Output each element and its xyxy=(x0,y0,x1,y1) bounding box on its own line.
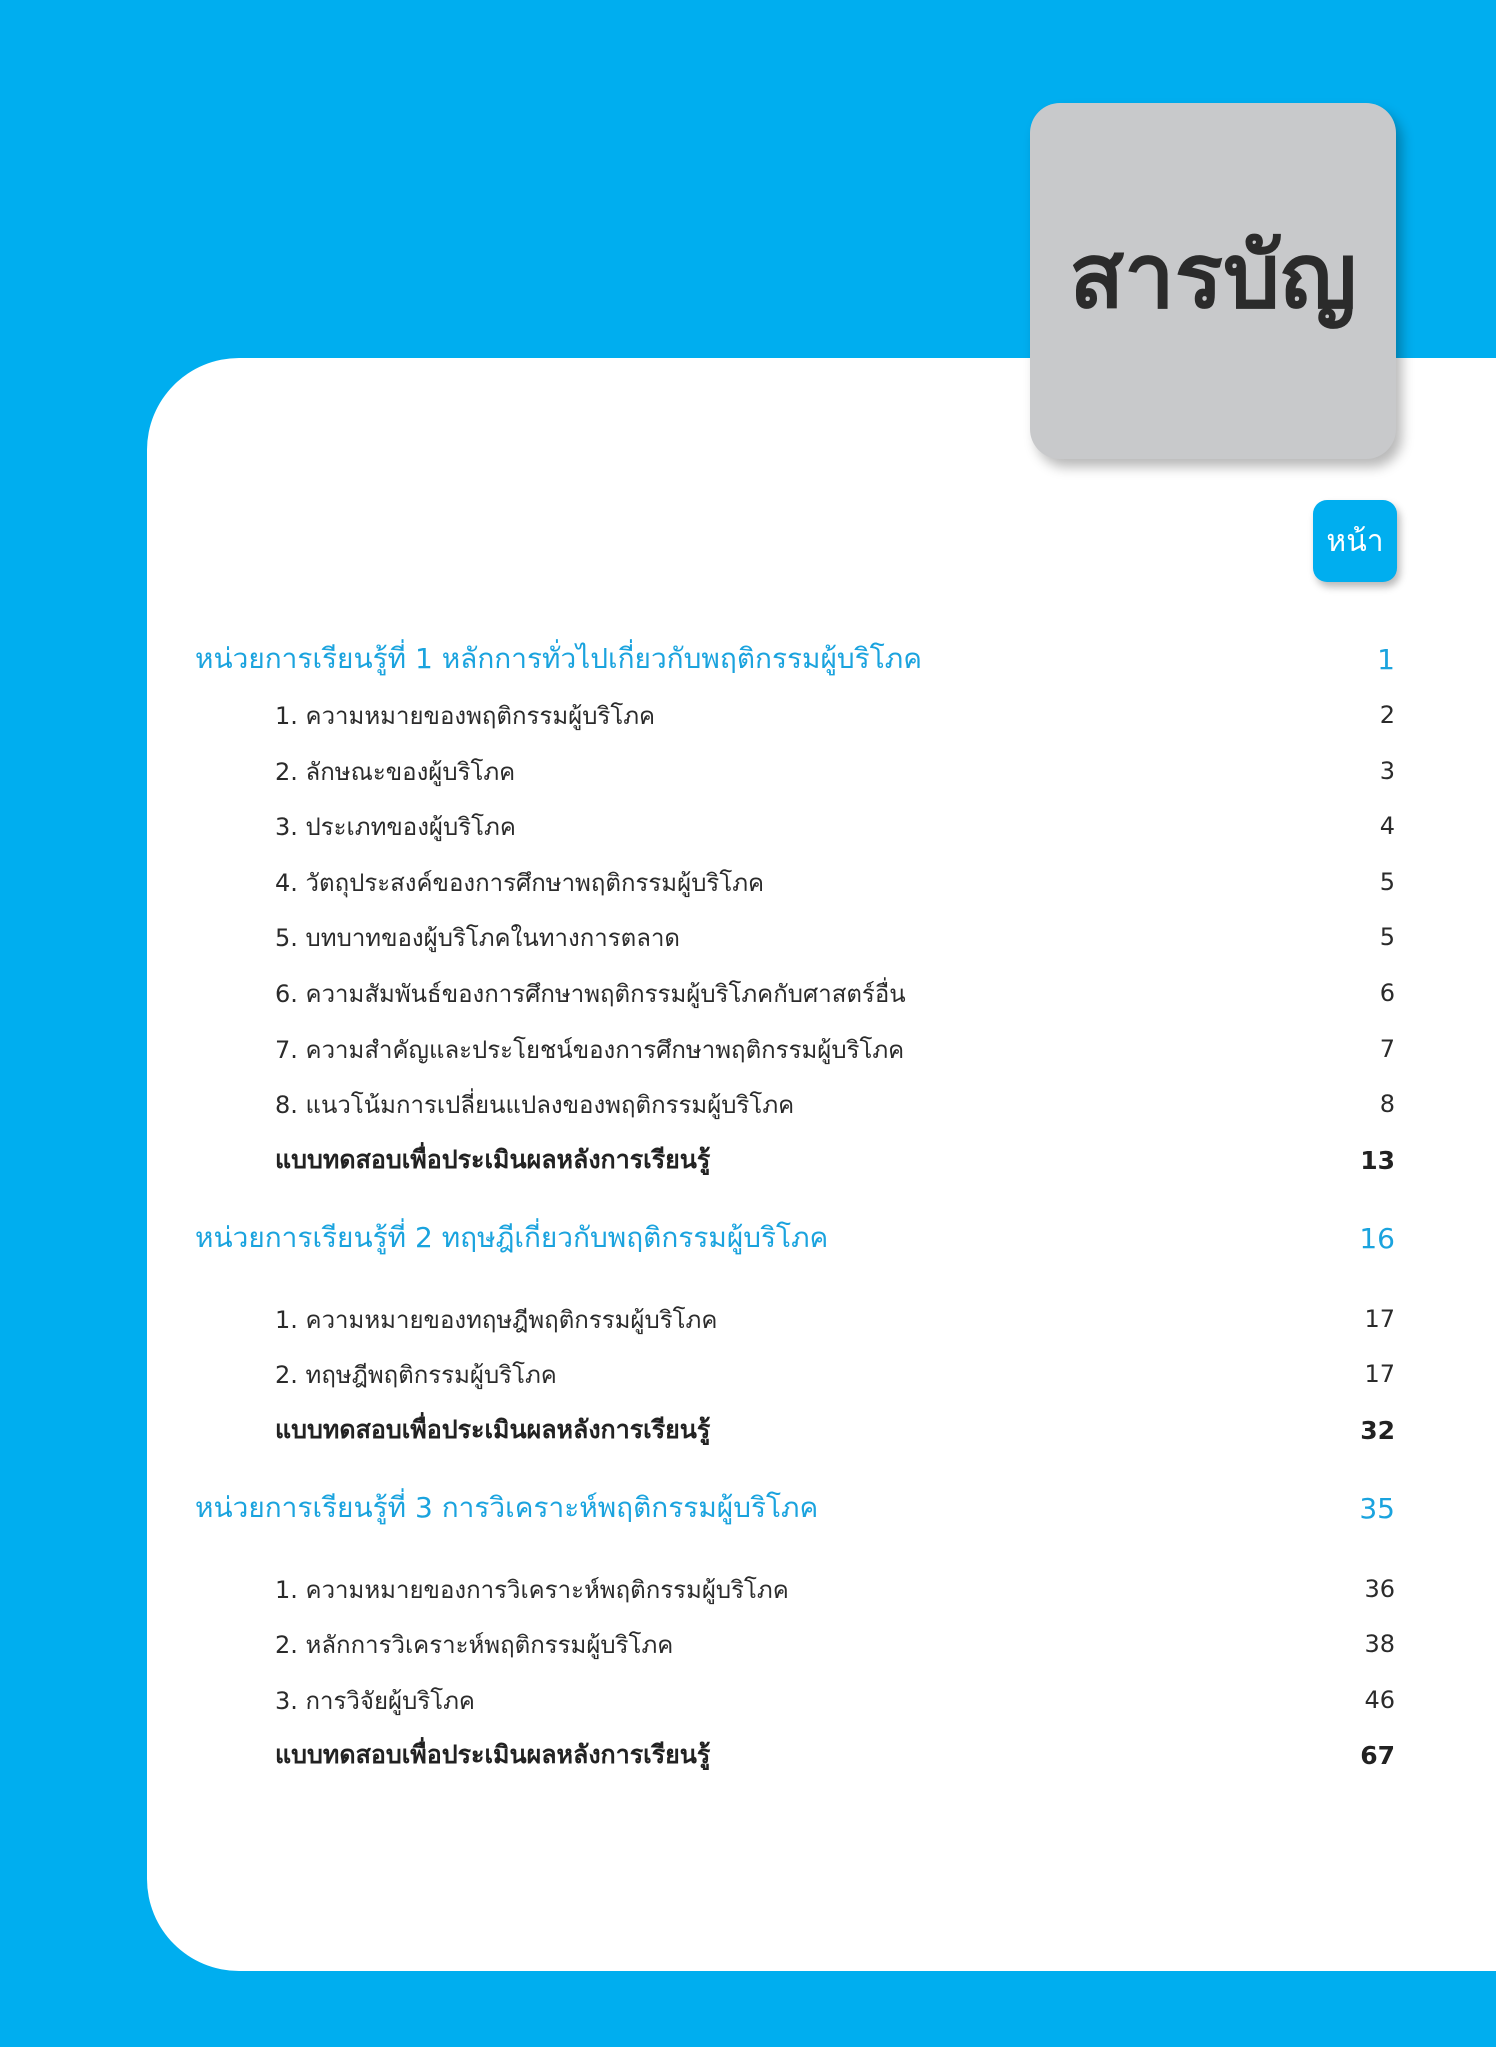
toc-assessment-text: แบบทดสอบเพื่อประเมินผลหลังการเรียนรู้ xyxy=(275,1145,711,1174)
toc-page-number: 1 xyxy=(1377,642,1395,676)
toc-item-text: 3. ประเภทของผู้บริโภค xyxy=(275,812,516,841)
toc-item[interactable] xyxy=(195,857,1395,907)
page-column-label: หน้า xyxy=(1326,523,1384,559)
toc-assessment-text: แบบทดสอบเพื่อประเมินผลหลังการเรียนรู้ xyxy=(275,1415,711,1444)
toc-page-number: 32 xyxy=(1360,1415,1395,1445)
toc-page-number: 16 xyxy=(1359,1221,1395,1255)
toc-item-text: 2. หลักการวิเคราะห์พฤติกรรมผู้บริโภค xyxy=(275,1630,674,1659)
toc-item-text: 3. การวิจัยผู้บริโภค xyxy=(275,1686,475,1715)
toc-page-number: 7 xyxy=(1379,1035,1395,1063)
toc-assessment[interactable] xyxy=(195,1405,1395,1455)
toc-item-text: 1. ความหมายของทฤษฎีพฤติกรรมผู้บริโภค xyxy=(275,1305,718,1334)
toc-heading-text: หน่วยการเรียนรู้ที่ 2 ทฤษฎีเกี่ยวกับพฤติกรรมผู้บริโภค xyxy=(195,1221,829,1254)
toc-item[interactable] xyxy=(195,1024,1395,1074)
toc-heading-text: หน่วยการเรียนรู้ที่ 1 หลักการทั่วไปเกี่ยวกับพฤติกรรมผู้บริโภค xyxy=(195,642,922,675)
toc-item[interactable] xyxy=(195,1675,1395,1725)
toc-item-text: 2. ลักษณะของผู้บริโภค xyxy=(275,757,516,786)
toc-item[interactable] xyxy=(195,1294,1395,1344)
toc-page-number: 3 xyxy=(1379,757,1395,785)
toc-item[interactable] xyxy=(195,1079,1395,1129)
toc-item[interactable] xyxy=(195,1564,1395,1614)
toc-item-text: 1. ความหมายของพฤติกรรมผู้บริโภค xyxy=(275,701,656,730)
toc-page-number: 2 xyxy=(1379,701,1395,729)
toc-heading-unit-2[interactable] xyxy=(195,1213,1395,1263)
toc-page-number: 8 xyxy=(1379,1090,1395,1118)
toc-item[interactable] xyxy=(195,968,1395,1018)
toc-item[interactable] xyxy=(195,912,1395,962)
toc-item[interactable] xyxy=(195,1619,1395,1669)
toc-heading-unit-3[interactable] xyxy=(195,1483,1395,1533)
toc-assessment[interactable] xyxy=(195,1730,1395,1780)
toc-item[interactable] xyxy=(195,801,1395,851)
toc-heading-text: หน่วยการเรียนรู้ที่ 3 การวิเคราะห์พฤติกรรมผู้บริโภค xyxy=(195,1491,819,1524)
toc-item-text: 6. ความสัมพันธ์ของการศึกษาพฤติกรรมผู้บริโภคกับศาสตร์อื่น xyxy=(275,979,906,1008)
title-box xyxy=(1030,103,1396,459)
toc-assessment[interactable] xyxy=(195,1135,1395,1185)
toc-item[interactable] xyxy=(195,1349,1395,1399)
toc-page-number: 36 xyxy=(1364,1575,1395,1603)
toc-page-number: 17 xyxy=(1364,1360,1395,1388)
toc-page-number: 4 xyxy=(1379,812,1395,840)
toc-page-number: 6 xyxy=(1379,979,1395,1007)
page-column-badge xyxy=(1313,500,1397,582)
toc-page-number: 13 xyxy=(1360,1145,1395,1175)
toc-page-number: 35 xyxy=(1359,1491,1395,1525)
toc-page-number: 46 xyxy=(1364,1686,1395,1714)
toc-item[interactable] xyxy=(195,746,1395,796)
toc-item-text: 7. ความสำคัญและประโยชน์ของการศึกษาพฤติกรรมผู้บริโภค xyxy=(275,1035,905,1064)
page-title: สารบัญ xyxy=(1069,223,1357,329)
toc-item-text: 8. แนวโน้มการเปลี่ยนแปลงของพฤติกรรมผู้บริโภค xyxy=(275,1090,795,1119)
toc-item[interactable] xyxy=(195,690,1395,740)
toc-assessment-text: แบบทดสอบเพื่อประเมินผลหลังการเรียนรู้ xyxy=(275,1740,711,1769)
toc-heading-unit-1[interactable] xyxy=(195,634,1395,684)
toc-page-number: 38 xyxy=(1364,1630,1395,1658)
toc-page-number: 5 xyxy=(1379,868,1395,896)
toc-page-number: 5 xyxy=(1379,923,1395,951)
toc-page-number: 17 xyxy=(1364,1305,1395,1333)
toc-page-number: 67 xyxy=(1360,1740,1395,1770)
toc-item-text: 4. วัตถุประสงค์ของการศึกษาพฤติกรรมผู้บริโภค xyxy=(275,868,765,897)
toc-item-text: 1. ความหมายของการวิเคราะห์พฤติกรรมผู้บริโภค xyxy=(275,1575,789,1604)
toc-item-text: 5. บทบาทของผู้บริโภคในทางการตลาด xyxy=(275,923,680,952)
toc-item-text: 2. ทฤษฎีพฤติกรรมผู้บริโภค xyxy=(275,1360,557,1389)
